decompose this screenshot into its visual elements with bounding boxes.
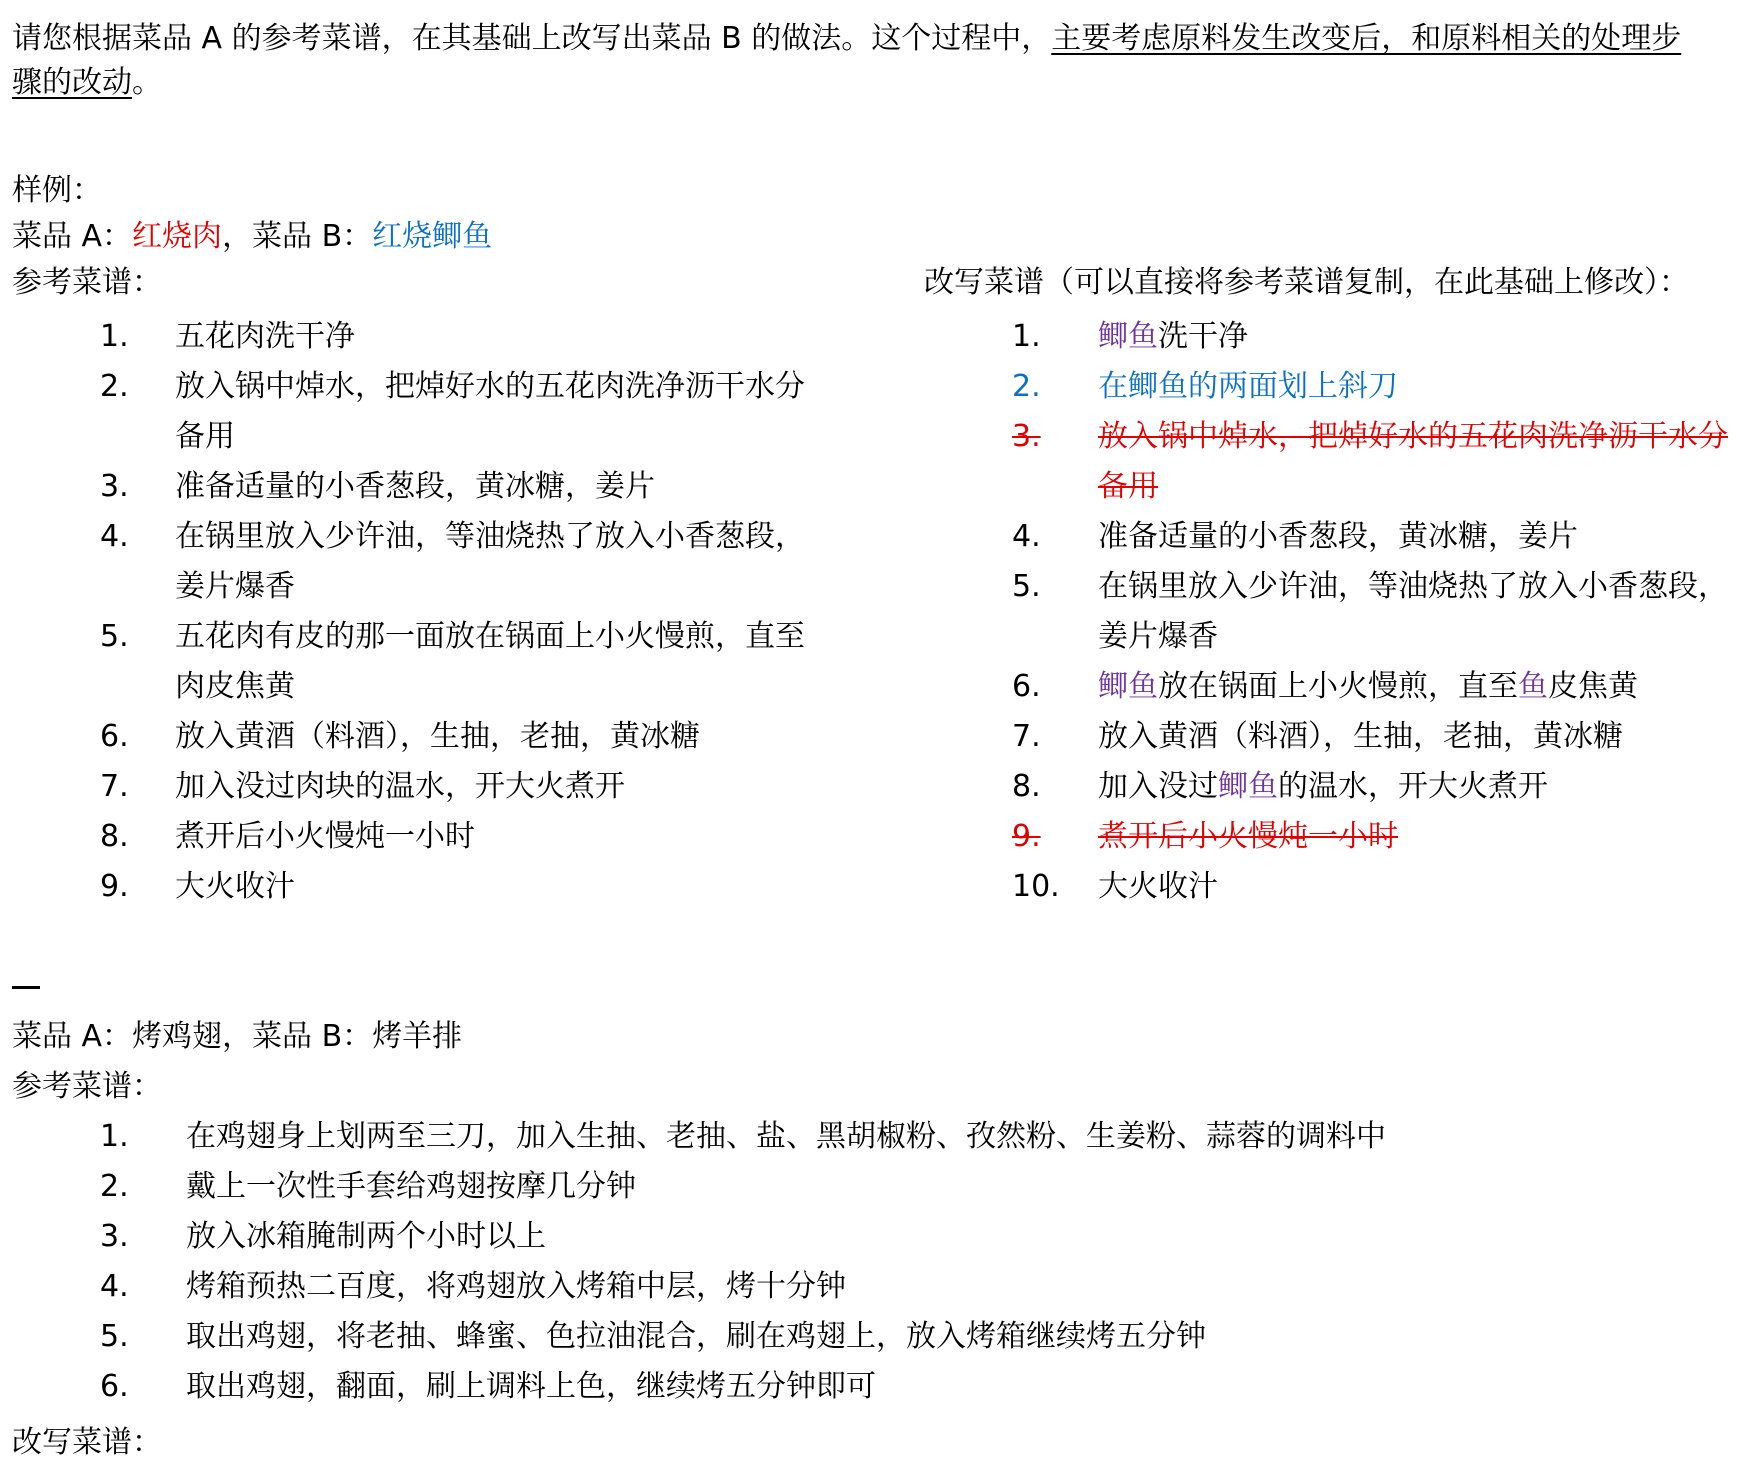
instruction-line-2 (12, 58, 162, 108)
instruction-underlined-2: 骤的改动 (12, 65, 132, 100)
task-rewrite-label: 改写菜谱： (12, 1425, 162, 1460)
task-dishes (12, 1012, 462, 1062)
document-page: 请您根据菜品 A 的参考菜谱，在其基础上改写出菜品 B 的做法。这个过程中，主要考虑原料发生改变后，和原料相关的处理步 骤的改动。 样例： 菜品 A：红烧肉，菜品 B：红烧鲫鱼 参考菜谱： 改写菜谱（可以直接将参考菜谱复制，在此基础上修改）： 1. 五花肉洗干净 2. 放入锅中焯水，把焯好水的五花肉洗净沥干水分 备用 3. 准备适量的小香葱段，黄冰糖，姜片 4. 在锅里放入少许油，等油烧热了放入小香葱段， 姜片爆香 5. 五花肉有皮的那一面放在锅面上小火慢煎，直至 肉皮焦黄 6. 放入黄酒（料酒），生抽，老抽，黄冰糖 7. 加入没过肉块的温水，开大火煮开 8. 煮开后小火慢炖一小时 9. 大火收汁 1. 鲫鱼洗干净 2. 在鲫鱼的两面划上斜刀 3. 放入锅中焯水，把焯好水的五花肉洗净沥干水分 备用 4. 准备适量的小香葱段，黄冰糖，姜片 5. 在锅里放入少许油，等油烧热了放入小香葱段， 姜片爆香 6. 鲫鱼放在锅面上小火慢煎，直至鱼皮焦黄 7. 放入黄酒（料酒），生抽，老抽，黄冰糖 8. 加入没过鲫鱼的温水，开大火煮开 9. 煮开后小火慢炖一小时 10. 大火收汁 菜品 A：烤鸡翅，菜品 B：烤羊排 参考菜谱： 1. 在鸡翅身上划两至三刀，加入生抽、老抽、盐、黑胡椒粉、孜然粉、生姜粉、蒜蓉的调料中 2. 戴上一次性手套给鸡翅按摩几分钟 3. 放入冰箱腌制两个小时以上 4. 烤箱预热二百度，将鸡翅放入烤箱中层，烤十分钟 5. 取出鸡翅，将老抽、蜂蜜、色拉油混合，刷在鸡翅上，放入烤箱继续烤五分钟 6. 取出鸡翅，翻面，刷上调料上色，继续烤五分钟即可 改写菜谱： (0, 0, 1759, 1472)
example-dish-b: 红烧鲫鱼 (372, 219, 493, 254)
rewrite-step-deleted: 3. 放入锅中焯水，把焯好水的五花肉洗净沥干水分 (1012, 419, 1728, 454)
example-dish-a: 红烧肉 (132, 219, 223, 254)
task-dish-a-label: 菜品 A： (12, 1019, 133, 1054)
section-divider (12, 986, 40, 989)
dish-a-label: 菜品 A： (12, 219, 133, 254)
task-dish-b: 烤羊排 (372, 1019, 463, 1054)
example-ref-label: 参考菜谱： (12, 265, 162, 300)
instruction-end: 。 (132, 65, 162, 100)
example-dishes (12, 212, 492, 262)
instruction-text: 请您根据菜品 A 的参考菜谱，在其基础上改写出菜品 B 的做法。这个过程中， (12, 21, 1052, 56)
task-dish-a: 烤鸡翅 (132, 1019, 223, 1054)
example-label: 样例： (12, 173, 102, 208)
task-sep: ，菜品 B： (222, 1019, 373, 1054)
dish-sep: ，菜品 B： (222, 219, 373, 254)
instruction-line-1 (12, 14, 1681, 64)
example-rewrite-label: 改写菜谱（可以直接将参考菜谱复制，在此基础上修改）： (924, 265, 1689, 300)
instruction-underlined-1: 主要考虑原料发生改变后，和原料相关的处理步 (1051, 21, 1682, 56)
rewrite-step-deleted: 9. 煮开后小火慢炖一小时 (1012, 819, 1398, 854)
task-ref-label: 参考菜谱： (12, 1069, 162, 1104)
